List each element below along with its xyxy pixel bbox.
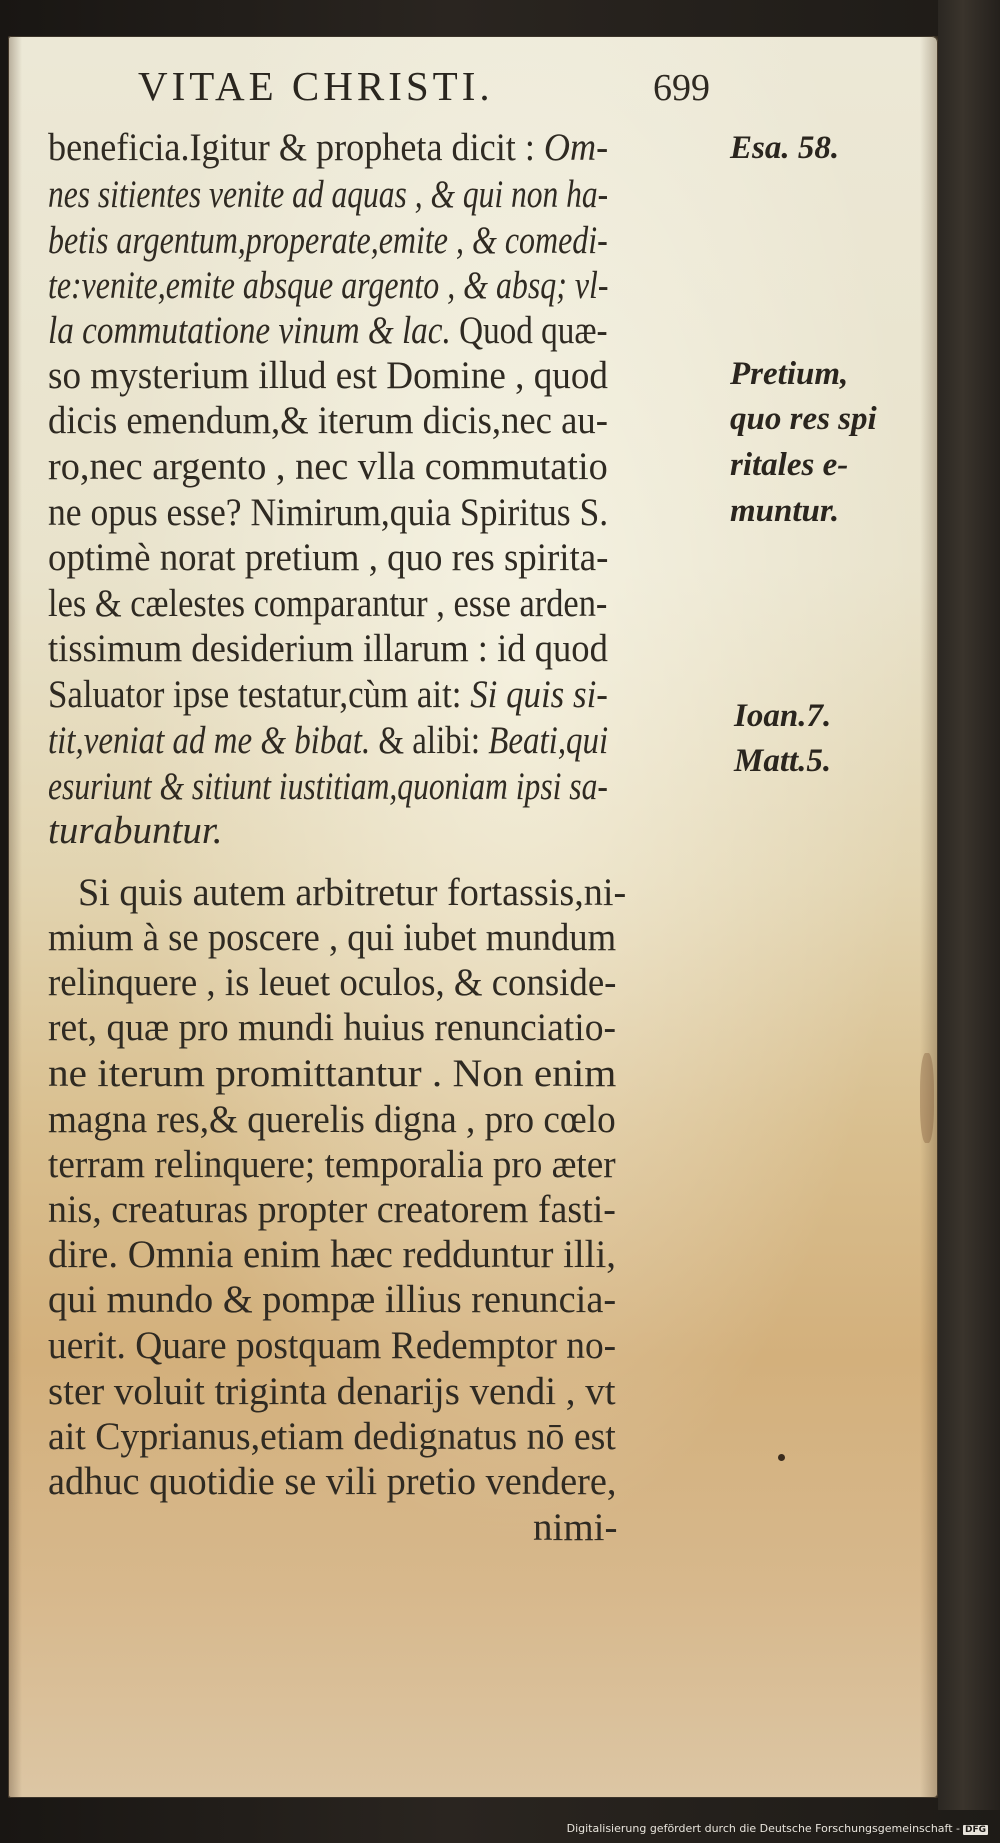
text-segment: & alibi: bbox=[378, 719, 489, 762]
margin-note-esaias: Esa. 58. bbox=[730, 130, 840, 166]
text-segment: tissimum desiderium illarum : id quod bbox=[48, 627, 608, 670]
text-segment: relinquere , is leuet oculos, & conside- bbox=[48, 961, 617, 1004]
text-line bbox=[48, 582, 607, 626]
text-line bbox=[48, 1143, 616, 1187]
text-line bbox=[48, 1415, 616, 1459]
text-segment: ret, quæ pro mundi huius renunciatio- bbox=[48, 1006, 617, 1049]
text-line bbox=[48, 536, 608, 580]
text-line bbox=[48, 809, 222, 853]
text-segment: ne opus esse? Nimirum,quia Spiritus S. bbox=[48, 491, 609, 534]
text-segment: la commutatione vinum & lac. bbox=[48, 309, 460, 352]
digitization-credit bbox=[567, 1822, 988, 1835]
text-segment: les & cælestes comparantur , esse arden- bbox=[48, 582, 608, 625]
page-shadow-left bbox=[8, 36, 22, 1798]
text-segment: Si quis autem arbitretur fortassis,ni- bbox=[78, 871, 627, 914]
text-line bbox=[48, 1006, 616, 1050]
text-line bbox=[48, 1052, 616, 1096]
text-segment: terram relinquere; temporalia pro æter bbox=[48, 1143, 616, 1186]
text-segment: nes sitientes venite ad aquas , & qui non ha- bbox=[48, 173, 609, 216]
text-segment: nis, creaturas propter creatorem fasti- bbox=[48, 1188, 616, 1231]
text-line bbox=[48, 354, 608, 398]
text-segment: adhuc quotidie se vili pretio vendere, bbox=[48, 1460, 617, 1503]
page-number: 699 bbox=[653, 67, 710, 109]
text-line bbox=[48, 219, 608, 263]
text-segment: Quod quæ- bbox=[459, 309, 608, 352]
text-segment: te:venite,emite absque argento , & absq; vl- bbox=[48, 264, 609, 307]
text-line bbox=[48, 961, 616, 1005]
text-line bbox=[533, 1506, 618, 1550]
text-segment: turabuntur. bbox=[48, 809, 223, 852]
text-line bbox=[48, 173, 608, 217]
text-segment: ster voluit triginta denarijs vendi , vt bbox=[48, 1370, 616, 1413]
text-line bbox=[78, 871, 626, 915]
text-line bbox=[48, 1233, 616, 1277]
text-line bbox=[48, 1098, 616, 1142]
text-line bbox=[48, 126, 608, 170]
text-line bbox=[48, 627, 608, 671]
text-segment: Saluator ipse testatur,cùm ait: bbox=[48, 673, 471, 716]
text-segment: esuriunt & sitiunt iustitiam,quoniam ipsi sa- bbox=[48, 765, 608, 808]
text-segment: so mysterium illud est Domine , quod bbox=[48, 354, 608, 397]
margin-note-ioannes: Ioan.7. bbox=[734, 698, 832, 734]
text-segment: ait Cyprianus,etiam dedignatus nō est bbox=[48, 1415, 616, 1458]
text-segment: mium à se poscere , qui iubet mundum bbox=[48, 916, 617, 959]
text-line bbox=[48, 916, 616, 960]
margin-note-line-3: ritales e- bbox=[730, 447, 849, 483]
text-line bbox=[48, 309, 608, 353]
margin-note-pretium: Pretium, bbox=[730, 356, 849, 392]
text-line bbox=[48, 445, 608, 489]
text-line bbox=[48, 1188, 616, 1232]
credit-text: Digitalisierung gefördert durch die Deutsche Forschungsgemeinschaft - bbox=[566, 1822, 960, 1835]
text-segment: Om- bbox=[543, 126, 609, 169]
text-line bbox=[48, 399, 608, 443]
text-segment: qui mundo & pompæ illius renuncia- bbox=[48, 1278, 617, 1321]
running-title: VITAE CHRISTI. bbox=[138, 63, 494, 109]
ink-spot bbox=[778, 1454, 785, 1461]
text-segment: tit,veniat ad me & bibat. bbox=[48, 719, 379, 762]
text-segment: magna res,& querelis digna , pro cœlo bbox=[48, 1098, 616, 1141]
text-line bbox=[48, 1460, 616, 1504]
dfg-logo: DFG bbox=[964, 1825, 986, 1835]
text-line bbox=[48, 491, 608, 535]
text-segment: nimi- bbox=[533, 1506, 618, 1549]
text-segment: optimè norat pretium , quo res spirita- bbox=[48, 536, 609, 579]
margin-note-line-2: quo res spi bbox=[730, 401, 877, 437]
text-segment: beneficia.Igitur & propheta dicit : bbox=[48, 126, 544, 169]
text-segment: ne iterum promittantur . Non enim bbox=[48, 1052, 617, 1095]
text-line bbox=[48, 1324, 616, 1368]
text-line bbox=[48, 264, 608, 308]
margin-note-line-4: muntur. bbox=[730, 493, 840, 529]
text-line bbox=[48, 765, 608, 809]
text-segment: ro,nec argento , nec vlla commutatio bbox=[48, 445, 608, 488]
text-segment: dire. Omnia enim hæc redduntur illi, bbox=[48, 1233, 616, 1276]
book-page bbox=[8, 36, 938, 1798]
scan-board-edge bbox=[938, 0, 1000, 1810]
text-line bbox=[48, 1370, 616, 1414]
text-segment: dicis emendum,& iterum dicis,nec au- bbox=[48, 399, 608, 442]
text-segment: betis argentum,properate,emite , & comedi- bbox=[48, 219, 608, 262]
text-line bbox=[48, 719, 608, 763]
page-shadow-right bbox=[920, 36, 938, 1798]
text-line bbox=[48, 1278, 616, 1322]
text-segment: uerit. Quare postquam Redemptor no- bbox=[48, 1324, 617, 1367]
text-segment: Beati,qui bbox=[488, 719, 609, 762]
text-line bbox=[48, 673, 608, 717]
text-segment: Si quis si- bbox=[470, 673, 608, 716]
margin-note-matthaeus: Matt.5. bbox=[734, 743, 832, 779]
stain-mark bbox=[920, 1053, 934, 1143]
